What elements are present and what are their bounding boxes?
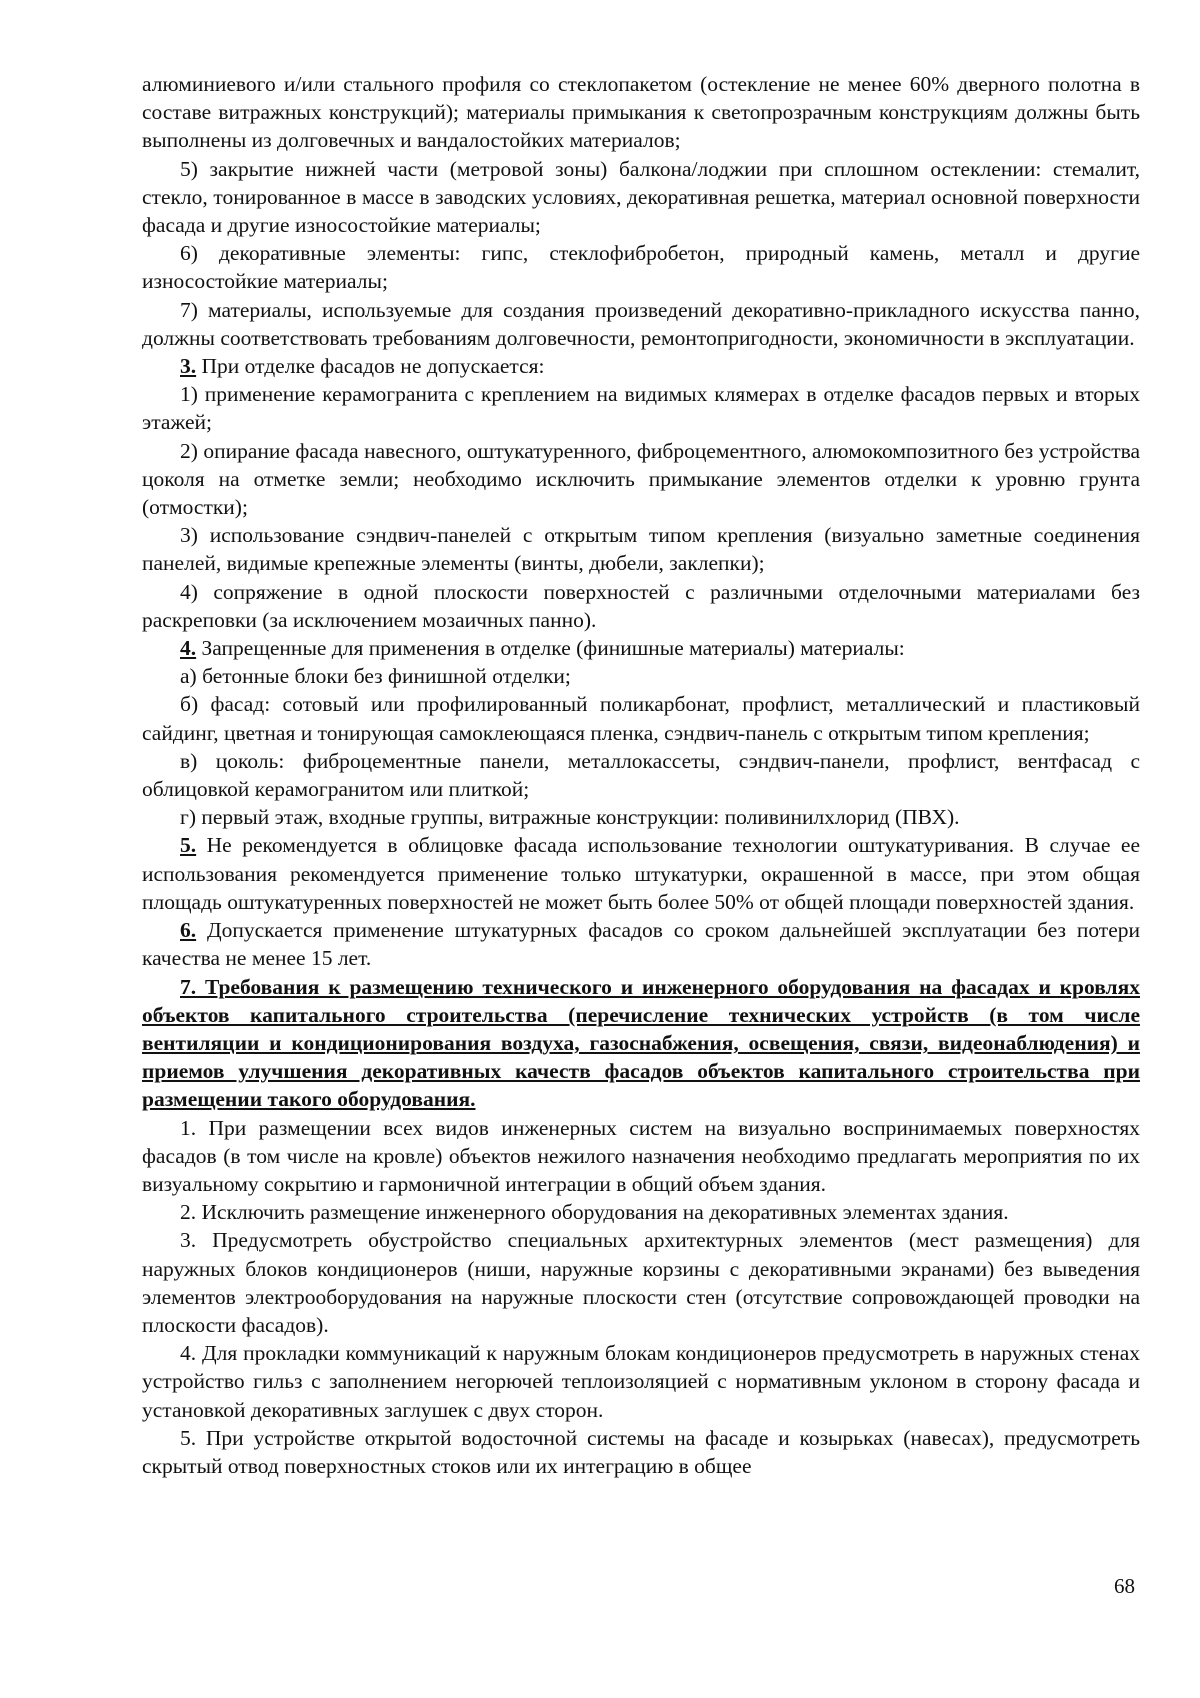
section-number: 3. xyxy=(180,354,197,379)
section-3: 3. При отделке фасадов не допускается: xyxy=(180,354,545,379)
list-item: г) первый этаж, входные группы, витражные конструкции: поливинилхлорид (ПВХ). xyxy=(180,805,960,830)
list-item: 4) сопряжение в одной плоскости поверхностей с различными отделочными материалами без раскреповки (за исключением мозаичных панно). xyxy=(142,579,1140,632)
section-number: 4. xyxy=(180,636,197,661)
section-4: 4. Запрещенные для применения в отделке (финишные материалы) материалы: xyxy=(180,636,905,661)
list-item: 1) применение керамогранита с креплением на видимых клямерах в отделке фасадов первых и вторых этажей; xyxy=(142,382,1140,435)
list-item: 3. Предусмотреть обустройство специальных архитектурных элементов (мест размещения) для наружных блоков кондиционеров (ниши, наружные корзины с декоративными экранами) без выведения элементов электрооборудования на наружные плоскости стен (отсутствие сопровождающей проводки на плоскости фасадов). xyxy=(142,1228,1140,1337)
section-6: 6. Допускается применение штукатурных фасадов со сроком дальнейшей эксплуатации без потери качества не менее 15 лет. xyxy=(142,918,1140,971)
list-item: 5. При устройстве открытой водосточной системы на фасаде и козырьках (навесах), предусмотреть скрытый отвод поверхностных стоков или их интеграцию в общее xyxy=(142,1425,1140,1478)
list-item: 5) закрытие нижней части (метровой зоны) балкона/лоджии при сплошном остеклении: стемалит, стекло, тонированное в массе в заводских условиях, декоративная решетка, материал основной поверхности фасада и другие износостойкие материалы; xyxy=(142,156,1140,238)
list-item: 1. При размещении всех видов инженерных систем на визуально воспринимаемых поверхностях фасадов (в том числе на кровле) объектов нежилого назначения необходимо предлагать мероприятия по их визуальному сокрытию и гармоничной интеграции в общий объем здания. xyxy=(142,1115,1140,1196)
list-item: 2. Исключить размещение инженерного оборудования на декоративных элементах здания. xyxy=(180,1200,1009,1225)
list-item: а) бетонные блоки без финишной отделки; xyxy=(180,664,571,689)
section-number: 6. xyxy=(180,918,197,943)
list-item: в) цоколь: фиброцементные панели, металлокассеты, сэндвич-панели, профлист, вентфасад с облицовкой керамогранитом или плиткой; xyxy=(142,748,1140,802)
list-item: 2) опирание фасада навесного, оштукатуренного, фиброцементного, алюмокомпозитного без устройства цоколя на отметке земли; необходимо исключить примыкание элементов отделки к уровню грунта (отмостки); xyxy=(142,438,1140,520)
section-5: 5. Не рекомендуется в облицовке фасада использование технологии оштукатуривания. В случае ее использования рекомендуется применение только штукатурки, окрашенной в массе, при этом общая площадь оштукатуренных поверхностей не может быть более 50% от общей площади поверхностей здания. xyxy=(142,833,1140,914)
section-7-heading: 7. Требования к размещению технического и инженерного оборудования на фасадах и кровлях объектов капитального строительства (перечисление технических устройств (в том числе вентиляции и кондиционирования воздуха, газоснабжения, освещения, связи, видеонаблюдения) и приемов улучшения декоративных качеств фасадов объектов капитального строительства при размещении такого оборудования. xyxy=(142,974,1140,1112)
list-item: 4. Для прокладки коммуникаций к наружным блокам кондиционеров предусмотреть в наружных стенах устройство гильз с заполнением негорючей теплоизоляцией с нормативным уклоном в сторону фасада и установкой декоративных заглушек с двух сторон. xyxy=(142,1341,1140,1422)
list-item: 7) материалы, используемые для создания произведений декоративно-прикладного искусства панно, должны соответствовать требованиям долговечности, ремонтопригодности, экономичности в эксплуатации. xyxy=(142,297,1140,350)
list-item: 6) декоративные элементы: гипс, стеклофибробетон, природный камень, металл и другие износостойкие материалы; xyxy=(142,241,1140,294)
paragraph-continuation: алюминиевого и/или стального профиля со стеклопакетом (остекление не менее 60% дверного полотна в составе витражных конструкций); материалы примыкания к светопрозрачным конструкциям должны быть выполнены из долговечных и вандалостойких материалов; xyxy=(142,72,1140,153)
section-number: 5. xyxy=(180,833,197,858)
document-page xyxy=(142,70,1140,1480)
page-number: 68 xyxy=(1114,1574,1135,1598)
list-item: б) фасад: сотовый или профилированный поликарбонат, профлист, металлический и пластиковый сайдинг, цветная и тонирующая самоклеющаяся пленка, сэндвич-панель с открытым типом крепления; xyxy=(142,692,1140,745)
list-item: 3) использование сэндвич-панелей с открытым типом крепления (визуально заметные соединения панелей, видимые крепежные элементы (винты, дюбели, заклепки); xyxy=(142,523,1140,576)
